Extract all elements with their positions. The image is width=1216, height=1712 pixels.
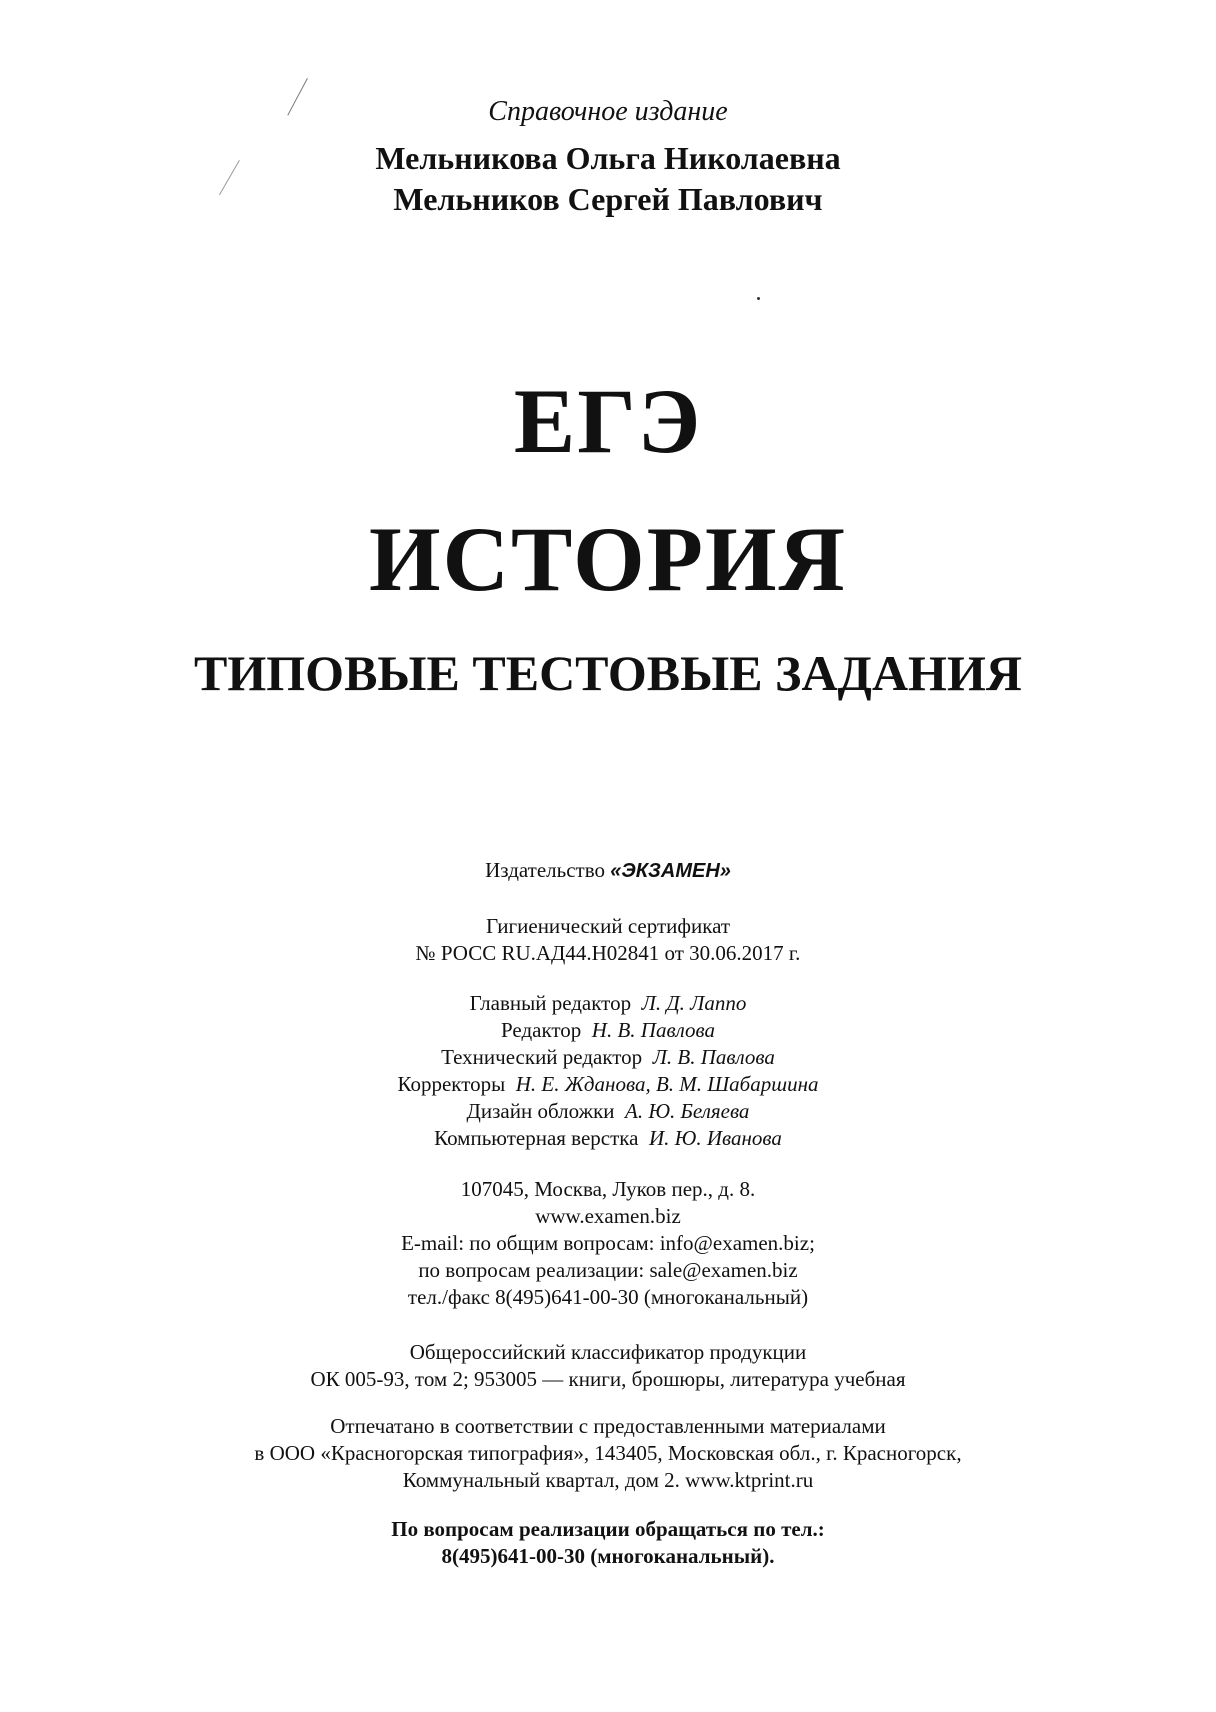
publisher-prefix: Издательство	[485, 858, 605, 882]
publisher-line	[0, 857, 1216, 885]
printing-line: Отпечатано в соответствии с предоставленными материалами	[330, 1414, 886, 1438]
author-name: Мельникова Ольга Николаевна	[375, 140, 841, 176]
address-block	[0, 1176, 1216, 1311]
staff-line	[0, 1071, 1216, 1098]
staff-person: Л. В. Павлова	[652, 1045, 775, 1069]
printing-line: Коммунальный квартал, дом 2. www.ktprint.ru	[402, 1468, 814, 1492]
phone-line: тел./факс 8(495)641-00-30 (многоканальный)	[407, 1285, 809, 1309]
staff-block	[0, 990, 1216, 1152]
staff-line	[0, 1098, 1216, 1125]
staff-line	[0, 990, 1216, 1017]
staff-role: Технический редактор	[441, 1045, 643, 1069]
certificate-line: № РОСС RU.АД44.Н02841 от 30.06.2017 г.	[415, 941, 801, 965]
edition-type: Справочное издание	[488, 96, 728, 127]
classifier-line: ОК 005-93, том 2; 953005 — книги, брошюры, литература учебная	[310, 1367, 906, 1391]
staff-line	[0, 1017, 1216, 1044]
certificate-block	[0, 913, 1216, 967]
publisher-name: «ЭКЗАМЕН»	[610, 860, 731, 882]
printing-line: в ООО «Красногорская типография», 143405, Московская обл., г. Красногорск,	[254, 1441, 962, 1465]
staff-person: Н. В. Павлова	[591, 1018, 715, 1042]
staff-line	[0, 1125, 1216, 1152]
author-name: Мельников Сергей Павлович	[393, 181, 823, 217]
scan-artifact-dot	[757, 297, 760, 300]
title-exam: ЕГЭ	[513, 370, 703, 472]
sales-contact-line: 8(495)641-00-30 (многоканальный).	[441, 1544, 775, 1568]
staff-person: Л. Д. Лаппо	[641, 991, 747, 1015]
sales-contact-line: По вопросам реализации обращаться по тел.:	[391, 1517, 825, 1541]
certificate-line: Гигиенический сертификат	[485, 914, 731, 938]
staff-role: Редактор	[501, 1018, 582, 1042]
email-line: E-mail: по общим вопросам: info@examen.biz;	[401, 1231, 815, 1255]
title-subject: ИСТОРИЯ	[369, 508, 847, 610]
address-line: 107045, Москва, Луков пер., д. 8.	[460, 1177, 756, 1201]
title-subtitle: ТИПОВЫЕ ТЕСТОВЫЕ ЗАДАНИЯ	[194, 645, 1022, 701]
classifier-block	[0, 1339, 1216, 1393]
staff-person: А. Ю. Беляева	[625, 1099, 750, 1123]
staff-person: И. Ю. Иванова	[649, 1126, 782, 1150]
staff-role: Компьютерная верстка	[434, 1126, 639, 1150]
email-line: по вопросам реализации: sale@examen.biz	[418, 1258, 798, 1282]
classifier-line: Общероссийский классификатор продукции	[409, 1340, 807, 1364]
printing-block	[0, 1413, 1216, 1494]
staff-role: Главный редактор	[469, 991, 632, 1015]
staff-role: Корректоры	[397, 1072, 506, 1096]
staff-person: Н. Е. Жданова, В. М. Шабаршина	[515, 1072, 819, 1096]
staff-line	[0, 1044, 1216, 1071]
sales-contact-block	[0, 1516, 1216, 1570]
staff-role: Дизайн обложки	[466, 1099, 615, 1123]
website-link: www.examen.biz	[535, 1204, 681, 1228]
